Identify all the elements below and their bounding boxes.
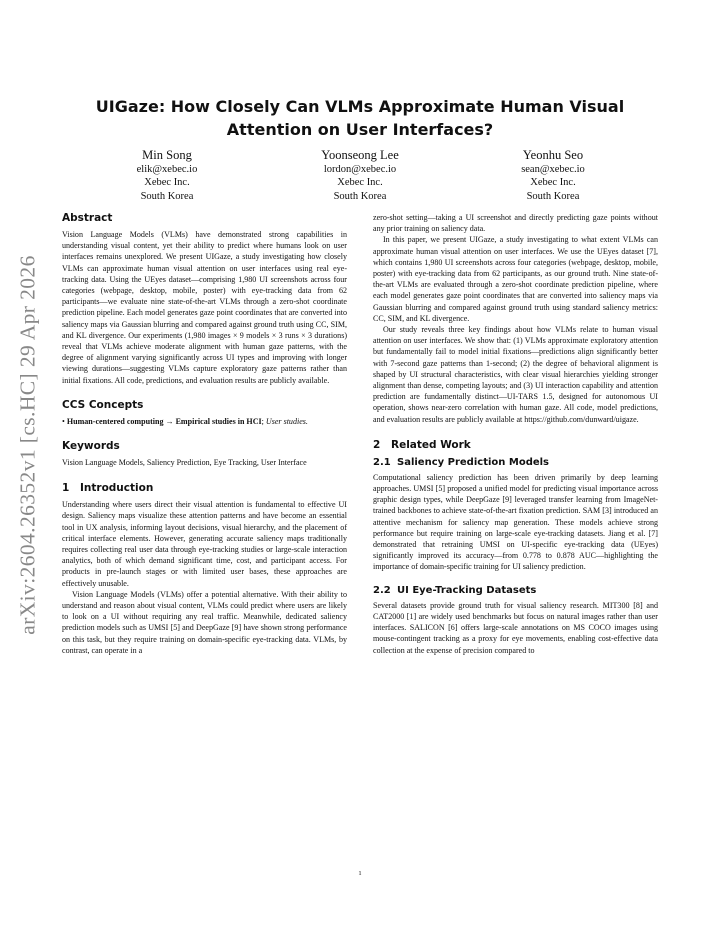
left-column (62, 212, 347, 656)
ccs-heading: CCS Concepts (62, 398, 144, 411)
abstract-heading: Abstract (62, 212, 113, 224)
author-email: elik@xebec.io (136, 164, 198, 175)
author-affiliation: Xebec Inc. (144, 177, 190, 189)
author-country: South Korea (333, 190, 387, 202)
intro-paragraph-4: In this paper, we present UIGaze, a study investigating to what extent VLMs can approximate human visual attention on user interfaces. We use the UEyes dataset [7], which contains 1,980 UI screenshots across four categories (webpage, desktop, mobile, poster) with eye-tracking data from 62 participants, as our ground truth. Nine state-of-the-art VLMs are evaluated through a zero-shot coordinate prediction pipeline, where each model generates gaze point coordinates that are converted into saliency maps via Gaussian blurring and compared against ground truth using standard saliency metrics: CC, SIM, and KL divergence. (373, 235, 658, 323)
intro-paragraph-5: Our study reveals three key findings about how VLMs relate to human visual attention on user interfaces. We show that: (1) VLMs approximate exploratory attention but fundamentally fail to model initial fixations—predictions align significantly better with 7-second gaze patterns than 1-second; (2) the degree of behavioral alignment is shaped by UI structural characteristics, with clear visual hierarchies yielding stronger alignment than dense, competing layouts; and (3) UI interaction capability and attention prediction are fundamentally distinct—UI-TARS 1.5, designed for autonomous UI operation, shows near-zero correlation with human gaze. All code, model predictions, and evaluation results are publicly available at https://github.com/dunward/uigaze. (373, 325, 658, 424)
author-country: South Korea (140, 190, 194, 202)
intro-paragraph-3: zero-shot setting—taking a UI screenshot and directly predicting gaze points without any prior training on saliency data. (373, 213, 658, 234)
author-block-2 (270, 147, 450, 203)
arxiv-identifier: arXiv:2604.26352v1 [cs.HC] 29 Apr 2026 (15, 255, 40, 635)
eye-tracking-datasets-text: Several datasets provide ground truth for visual saliency research. MIT300 [8] and CAT2000 [1] are widely used benchmarks but focus on natural images rather than user interfaces. SALICON [6] offers large-scale annotations on MS COCO images using mouse-contingent tracking as a proxy for eye movements, enabling cost-effective data collection at the expense of precision compared to (373, 600, 658, 655)
author-affiliation: Xebec Inc. (337, 177, 383, 189)
intro-paragraph-2: Vision Language Models (VLMs) offer a potential alternative. With their ability to understand and reason about visual content, VLMs could predict where users are likely to look on a UI without requiring any real traffic. Meanwhile, dedicated saliency prediction models such as UMSI [5] and DeepGaze [9] have shown strong performance on this task, but they require training on domain-specific eye-tracking data. VLMs, by contrast, can operate in a (62, 589, 347, 655)
paper-title: UIGaze: How Closely Can VLMs Approximate Human Visual Attention on User Interfaces? (95, 97, 625, 139)
abstract-text: Vision Language Models (VLMs) have demonstrated strong capabilities in understanding visual content, yet their ability to predict where humans look on user interfaces remains unexplored. We present UIGaze, a study investigating how closely VLMs can approximate human visual attention on user interfaces using real eye-tracking data. Using the UEyes dataset—comprising 1,980 UI screenshots across four categories (webpage, desktop, mobile, poster) with eye-tracking data from 62 participants—we evaluate nine state-of-the-art VLMs through a zero-shot coordinate prediction pipeline. Each model generates gaze point coordinates that are converted into saliency maps via Gaussian blurring and compared against ground truth using CC, SIM, and KL divergence. Our experiments (1,980 images × 9 models × 3 runs × 3 durations) reveal that VLMs achieve moderate alignment with human gaze patterns, with the degree of alignment varying significantly across UI types and improving with longer viewing durations—suggesting VLMs capture exploratory gaze patterns rather than initial fixations. All code, predictions, and evaluation results are publicly available. (62, 230, 347, 385)
author-block-1 (77, 147, 257, 203)
ccs-text: • Human-centered computing → Empirical studies in HCI; User studies. (62, 416, 308, 426)
author-email: sean@xebec.io (521, 164, 585, 175)
keywords-text: Vision Language Models, Saliency Prediction, Eye Tracking, User Interface (62, 458, 307, 468)
saliency-models-text: Computational saliency prediction has been driven primarily by deep learning approaches. UMSI [5] proposed a unified model for predicting visual importance across graphic design types, while DeepGaze [9] leveraged transfer learning from ImageNet-trained backbones to achieve state-of-the-art fixation prediction. SAM [3] introduced an attentive mechanism for saliency map generation. These models achieve strong performance but require training on large-scale eye-tracking datasets. Jiang et al. [7] demonstrated that retraining UMSI on UI-specific eye-tracking data (UEyes) significantly improved its accuracy—from 0.778 to 0.878 AUC—highlighting the importance of domain-specific training for UI saliency prediction. (373, 472, 658, 572)
author-name: Yeonhu Seo (522, 148, 584, 162)
author-country: South Korea (526, 190, 580, 202)
intro-heading: 1 Introduction (62, 482, 154, 495)
page-number: 1 (358, 870, 362, 877)
keywords-heading: Keywords (62, 440, 120, 453)
intro-paragraph-1: Understanding where users direct their visual attention is fundamental to effective UI design. Saliency maps visualize these attention patterns and have become an essential tool in UX analysis, informing layout decisions, visual hierarchy, and the placement of critical interface elements. However, generating accurate saliency maps traditionally requires collecting real user data through eye-tracking studies or large-scale interaction analytics, both of which demand significant time, cost, and participant access. For products in pre-launch stages or with limited user bases, these approaches are effectively unusable. (62, 500, 347, 588)
author-block-3 (463, 147, 643, 203)
author-name: Yoonseong Lee (321, 148, 399, 162)
author-affiliation: Xebec Inc. (530, 177, 576, 189)
author-name: Min Song (142, 148, 192, 162)
author-email: lordon@xebec.io (323, 164, 397, 175)
eye-tracking-datasets-heading: 2.2 UI Eye-Tracking Datasets (373, 584, 537, 596)
saliency-models-heading: 2.1 Saliency Prediction Models (373, 456, 550, 468)
related-work-heading: 2 Related Work (373, 438, 471, 451)
right-column (373, 212, 658, 656)
